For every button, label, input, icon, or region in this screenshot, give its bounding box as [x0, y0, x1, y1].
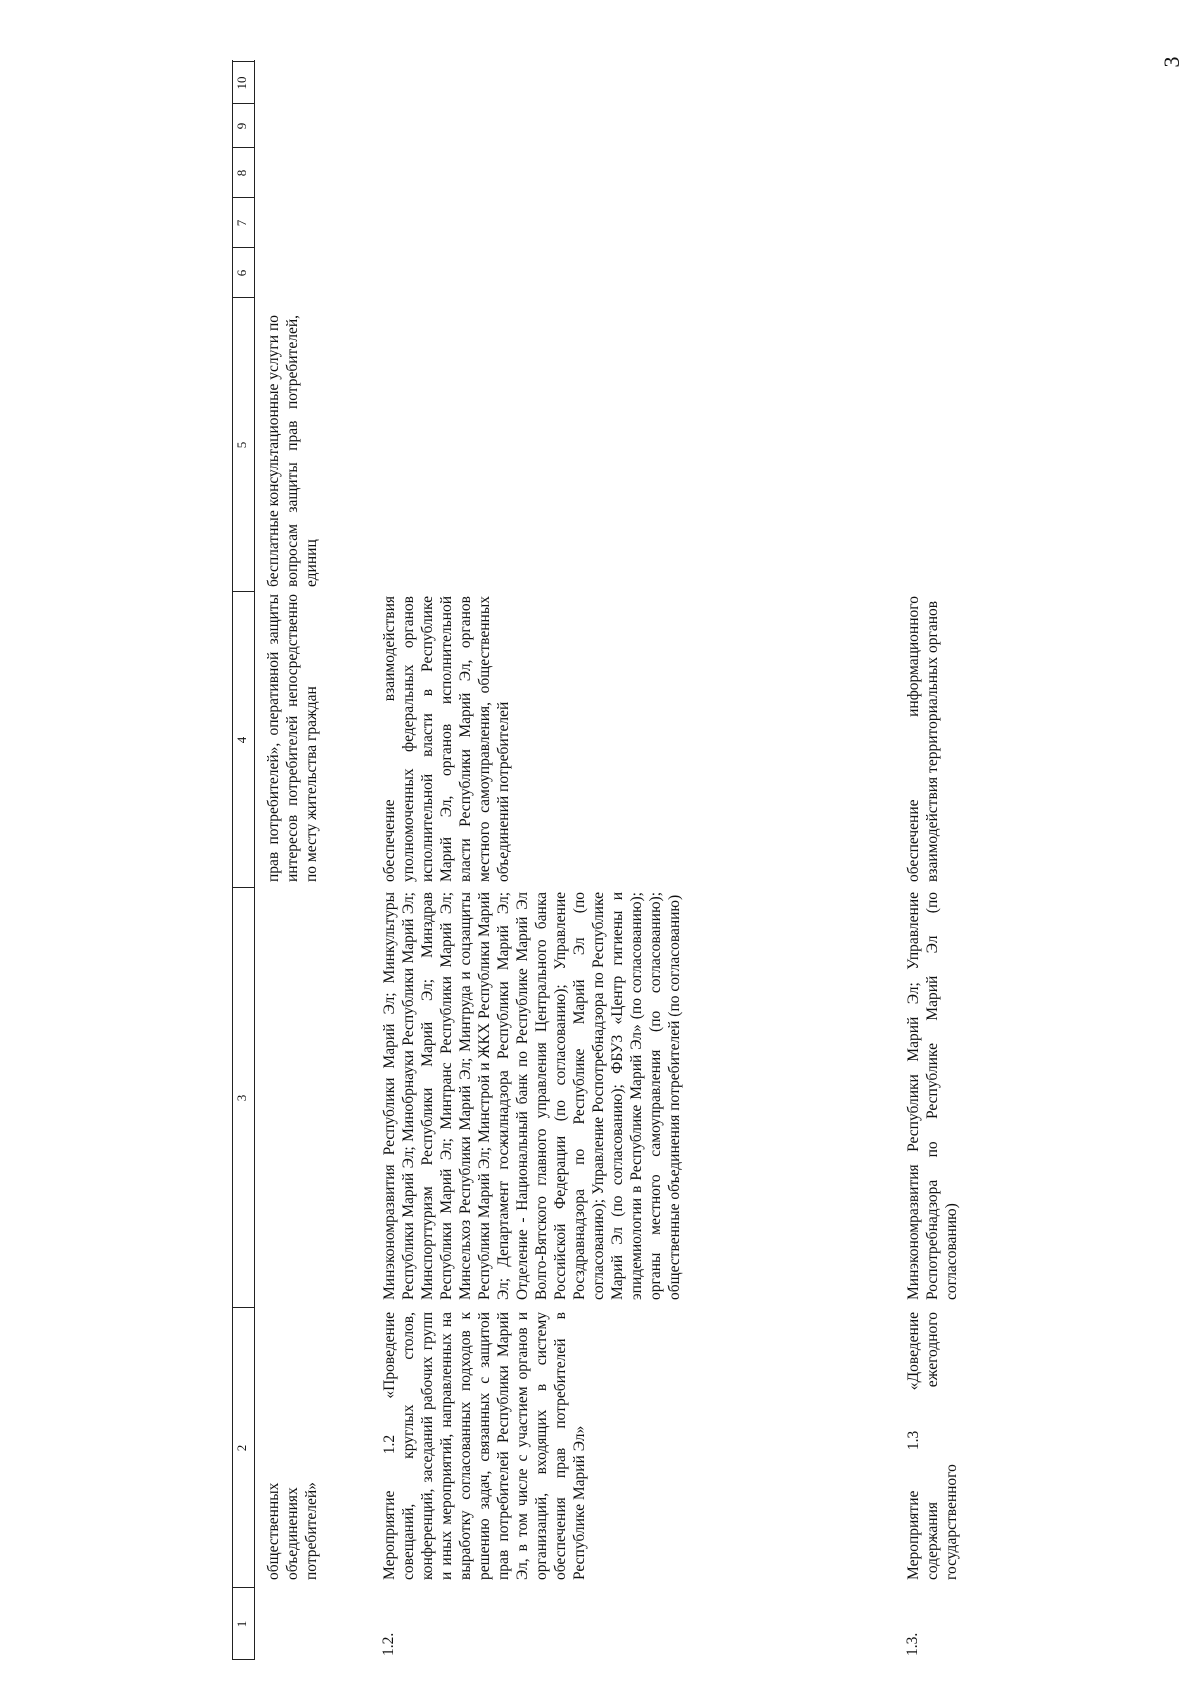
executors-1-2-text: Минэкономразвития Республики Марий Эл; Минкультуры Республики Марий Эл; Минобрнауки Республики Марий Эл; Минспорттуризм Республики Марий Эл; Минздрав Республики Марий Эл; Минтранс Республики Марий Эл; Минсельхоз Республики Марий Эл; Минтруда и соцзащиты Республики Марий Эл; Минстрой и ЖКХ Республики Марий Эл; Департамент госжилнадзора Республики Марий Эл; Отделение - Национальный банк по Республике Марий Эл Волго-Вятского главного управления Центрального банка Российской Федерации (по согласованию); Управление Росздравнадзора по Республике Марий Эл (по согласованию); Управление Роспотребнадзора по Республике Марий Эл (по согласованию); ФБУЗ «Центр гигиены и эпидемиологии в Республике Марий Эл» (по согласованию); органы местного самоуправления (по согласованию); общественные объединения потребителей (по согласованию) [381, 892, 683, 1300]
continuation-activity-text: общественных объединениях потребителей» [265, 1482, 320, 1580]
column-number: 5 [234, 441, 249, 449]
column-number: 3 [234, 1094, 249, 1102]
column-number: 1 [234, 1620, 249, 1628]
column-number: 6 [234, 269, 249, 277]
goal-1-2-text: обеспечение взаимодействия уполномоченных федеральных органов исполнительной власти в Республике Марий Эл, органов исполнительной власти Республики Марий Эл, органов местного самоуправления, общественных объединений потребителей [381, 596, 512, 882]
column-number: 10 [234, 76, 249, 90]
row-number: 1.3. [904, 1632, 921, 1656]
row-number: 1.2. [380, 1632, 397, 1656]
header-top-border [232, 60, 233, 1660]
column-number: 7 [234, 219, 249, 227]
column-number: 2 [234, 1444, 249, 1452]
activity-1-3-text: Мероприятие 1.3 «Доведение содержания ежегодного государственного [905, 1312, 960, 1580]
column-number: 4 [234, 736, 249, 744]
continuation-goal-text: прав потребителей», оперативной защиты интересов потребителей непосредственно по месту жительства граждан [265, 594, 320, 882]
activity-1-2-text: Мероприятие 1.2 «Проведение совещаний, круглых столов, конференций, заседаний рабочих групп и иных мероприятий, направленных на выработку согласованных подходов к решению задач, связанных с защитой прав потребителей Республики Марий Эл, в том числе с участием органов и организаций, входящих в систему обеспечения прав потребителей в Республике Марий Эл» [381, 1312, 588, 1580]
goal-1-3-text: обеспечение информационного взаимодействия территориальных органов [905, 596, 941, 882]
header-bottom-border [254, 60, 255, 1660]
page-number: 3 [1159, 56, 1184, 68]
column-number: 8 [234, 169, 249, 177]
executors-1-3-text: Минэкономразвития Республики Марий Эл; Управление Роспотребнадзора по Республике Марий Эл (по согласованию) [905, 892, 960, 1300]
table-sheet [232, 60, 1012, 1660]
column-number: 9 [234, 122, 249, 130]
continuation-indicator-text: бесплатные консультационные услуги по вопросам защиты прав потребителей, единиц [265, 315, 320, 587]
